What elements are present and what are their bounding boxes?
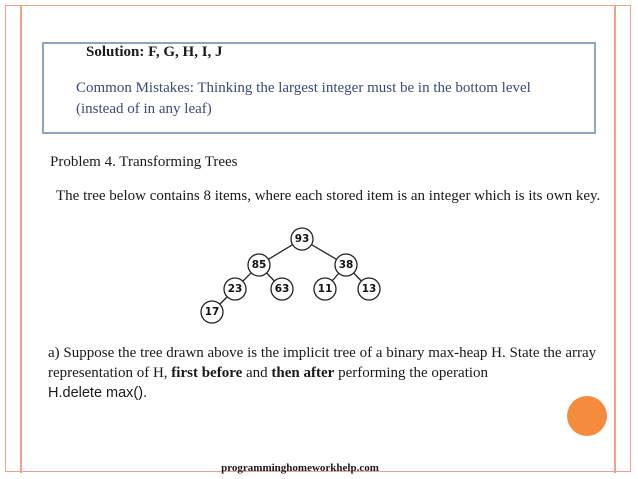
node-label: 38 (338, 259, 354, 271)
common-mistakes-text: Common Mistakes: Thinking the largest integer must be in the bottom level (instead of in any leaf) (76, 80, 531, 117)
binary-tree-diagram (196, 226, 392, 326)
node-label: 17 (204, 306, 220, 318)
problem-intro: The tree below contains 8 items, where each stored item is an integer which is its own key. (56, 188, 601, 204)
question-part: and (242, 365, 272, 381)
tree-node (201, 301, 223, 323)
frame-rule-left (20, 5, 22, 473)
solution-text: Solution: F, G, H, I, J (86, 44, 223, 60)
footer-website: programminghomeworkhelp.com (221, 462, 379, 474)
decorative-orange-circle (567, 396, 607, 436)
tree-node (271, 278, 293, 300)
question-emphasis-after: then after (271, 365, 335, 381)
question-text (48, 343, 608, 403)
question-emphasis-before: first before (171, 365, 243, 381)
tree-node (291, 228, 313, 250)
node-label: 11 (317, 283, 333, 295)
node-label: 85 (251, 259, 267, 271)
tree-node (358, 278, 380, 300)
tree-node (335, 254, 357, 276)
tree-node (248, 254, 270, 276)
tree-node (224, 278, 246, 300)
question-part: a) Suppose the tree drawn above is the implicit tree of a binary max-heap H. State the array representation of H, (48, 345, 597, 381)
operation-code: H.delete max(). (48, 385, 148, 401)
node-label: 93 (294, 233, 310, 245)
node-label: 13 (361, 283, 377, 295)
problem-title: Problem 4. Transforming Trees (50, 154, 238, 170)
question-part: performing the operation (334, 365, 489, 381)
node-label: 23 (227, 283, 243, 295)
tree-node (314, 278, 336, 300)
node-label: 63 (274, 283, 290, 295)
frame-rule-right (614, 5, 616, 473)
